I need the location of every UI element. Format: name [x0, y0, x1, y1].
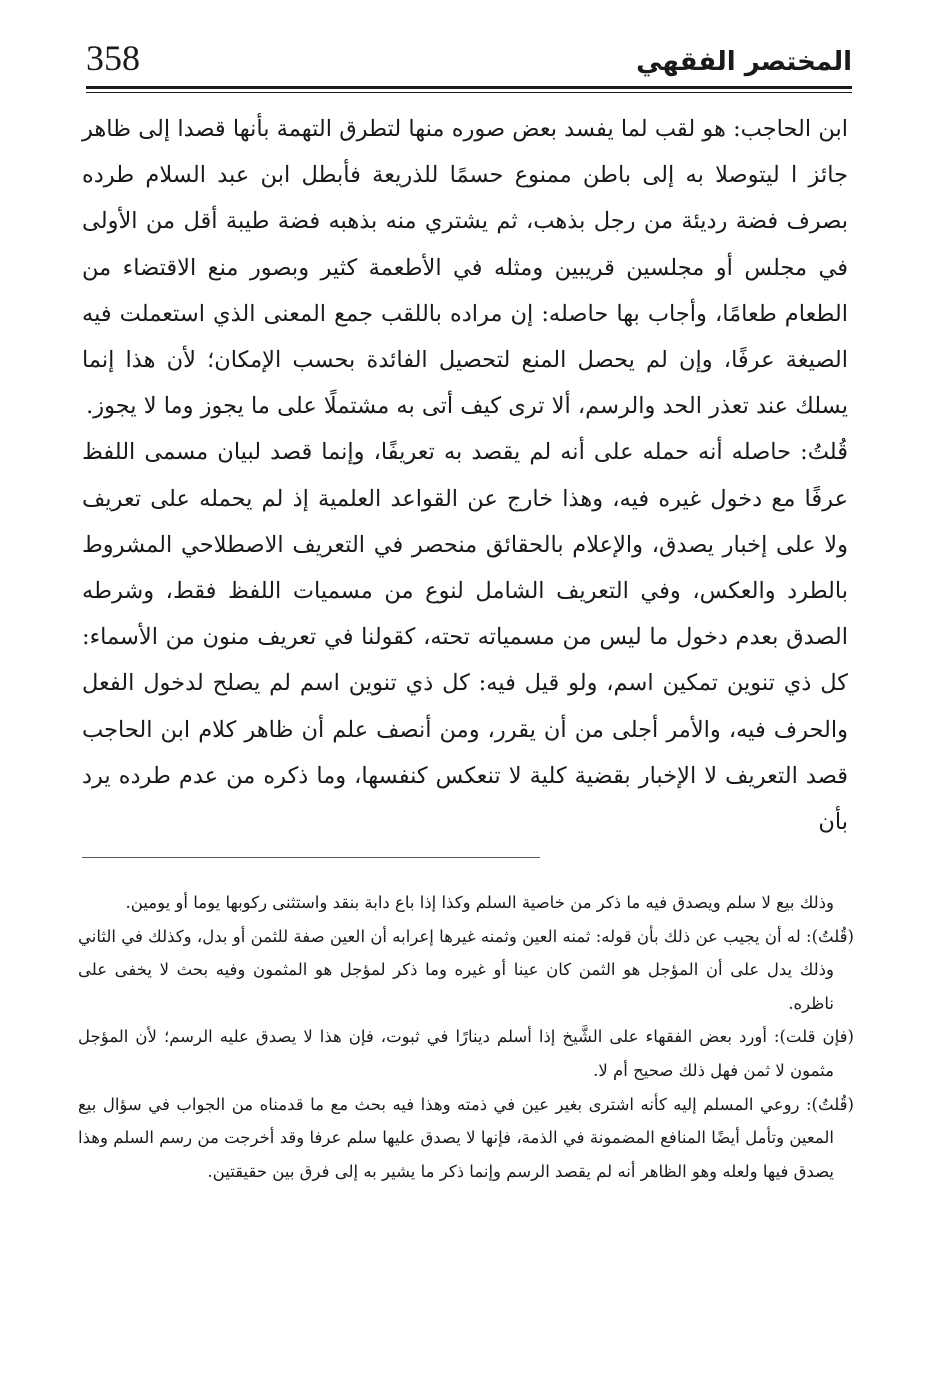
running-title: المختصر الفقهي	[636, 47, 852, 77]
header-rule-thin	[86, 92, 852, 93]
footnote-item: وذلك بيع لا سلم ويصدق فيه ما ذكر من خاصية السلم وكذا إذا باع دابة بنقد واستثنى ركوبها يوما أو يومين.	[125, 893, 834, 912]
footnote-divider	[82, 857, 540, 858]
footnotes	[78, 886, 854, 1188]
footnote-item: (قُلتُ): له أن يجيب عن ذلك بأن قوله: ثمنه العين وثمنه غيرها إعرابه أن العين صفة للثمن أو بدل، وكذلك في الثاني وذلك يدل على أن المؤجل هو الثمن كان عينا أو غيره وما ذكر لمؤجل هو المثمون وفيه بحث لا يخفى على ناظره.	[78, 926, 854, 1013]
page-header	[86, 34, 852, 86]
page-number: 358	[86, 38, 140, 78]
header-rule-thick	[86, 86, 852, 89]
paragraph-qultu: قُلتُ: حاصله أنه حمله على أنه لم يقصد به تعريفًا، وإنما قصد لبيان مسمى اللفظ عرفًا مع دخول غيره فيه، وهذا خارج عن القواعد العلمية إذ لم يحمله على تعريف ولا على إخبار يصدق، والإعلام بالحقائق منحصر في التعريف الاصطلاحي المشروط بالطرد والعكس، وفي التعريف الشامل لنوع من مسميات اللفظ فقط، وشرطه الصدق بعدم دخول ما ليس من مسمياته تحته، كقولنا في تعريف منون من الأسماء: كل ذي تنوين تمكين اسم، ولو قيل فيه: كل ذي تنوين اسم لم يصلح لدخول الفعل والحرف فيه، والأمر أجلى من أن يقرر، ومن أنصف علم أن ظاهر كلام ابن الحاجب قصد التعريف لا الإخبار بقضية كلية لا تنعكس كنفسها، وما ذكره من عدم طرده يرد بأن	[82, 439, 848, 836]
main-text	[82, 106, 848, 845]
footnote-item: (فإن قلت): أورد بعض الفقهاء على الشَّيخ إذا أسلم دينارًا في ثبوت، فإن هذا لا يصدق عليه الرسم؛ لأن المؤجل مثمون لا ثمن فهل ذلك صحيح أم لا.	[78, 1027, 854, 1080]
paragraph-ibn-al-hajib: ابن الحاجب: هو لقب لما يفسد بعض صوره منها لتطرق التهمة بأنها قصدا إلى ظاهر جائز ا ليتوصلا به إلى باطن ممنوع حسمًا للذريعة فأبطل ابن عبد السلام طرده بصرف فضة رديئة من رجل بذهب، ثم يشتري منه بذهبه فضة طيبة أقل من الأولى في مجلس أو مجلسين قريبين ومثله في الأطعمة كثير وبصور منع الاقتضاء من الطعام طعامًا، وأجاب بها حاصله: إن مراده باللقب جمع المعنى الذي استعملت فيه الصيغة عرفًا، وإن لم يحصل المنع لتحصيل الفائدة بحسب الإمكان؛ لأن هذا إنما يسلك عند تعذر الحد والرسم، ألا ترى كيف أتى به مشتملًا على ما يجوز وما لا يجوز.	[82, 116, 848, 420]
footnote-item: (قُلتُ): روعي المسلم إليه كأنه اشترى بغير عين في ذمته وهذا فيه بحث مع ما قدمناه من الجواب في سؤال بيع المعين وتأمل أيضًا المنافع المضمونة في الذمة، فإنها لا يصدق عليها سلم عرفا وقد أخرجت من رسم السلم وهذا يصدق فيها ولعله وهو الظاهر أنه لم يقصد الرسم وإنما ذكر ما يشير به إلى فرق بين حقيقتين.	[78, 1094, 854, 1181]
